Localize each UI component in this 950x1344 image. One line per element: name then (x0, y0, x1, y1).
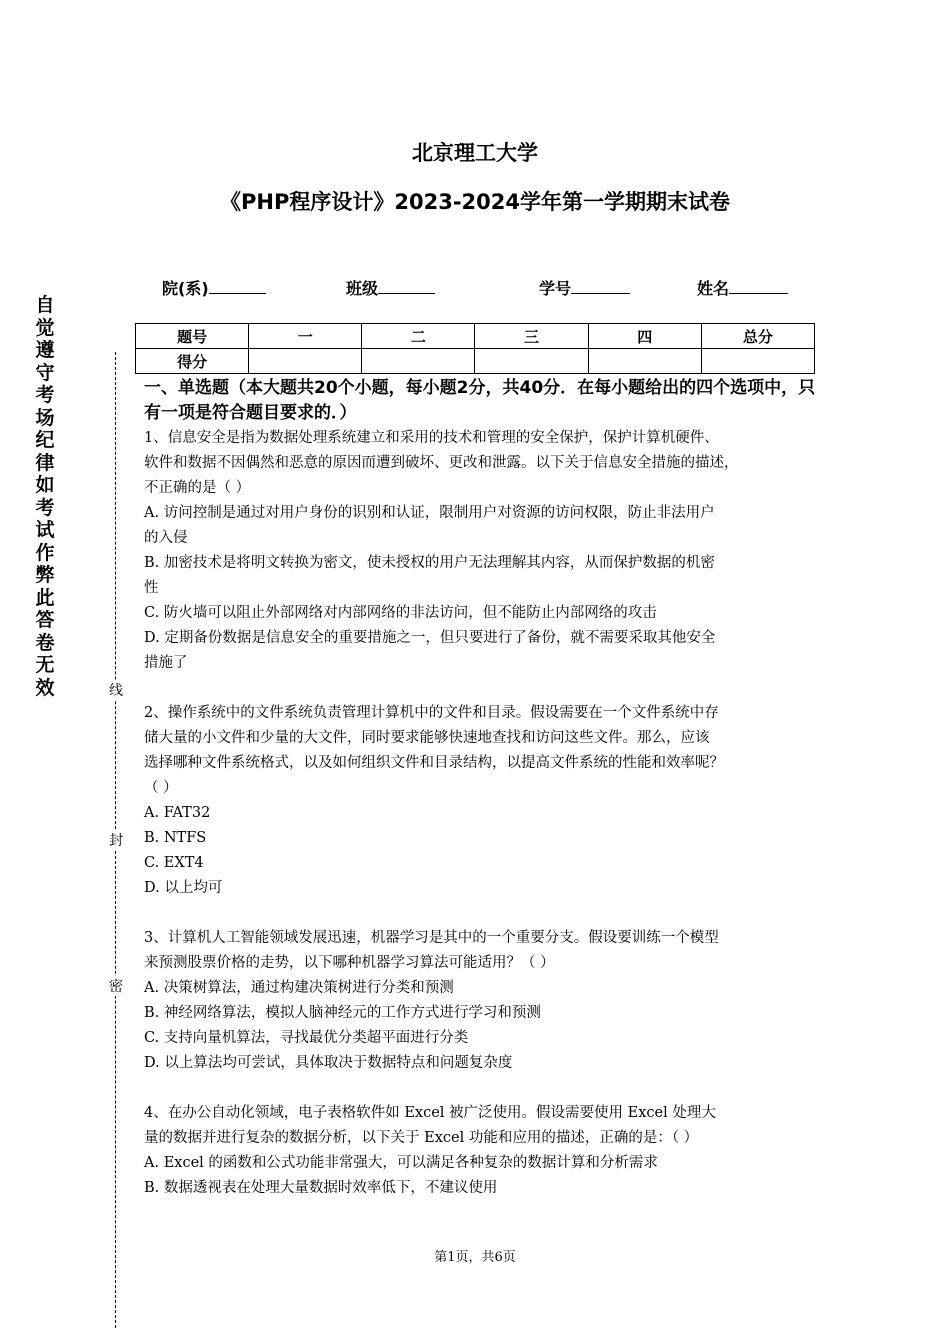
side-mark-secret: 密 (107, 976, 125, 996)
option-line: B. 神经网络算法，模拟人脑神经元的工作方式进行学习和预测 (144, 1005, 541, 1021)
table-cell: 二 (362, 324, 475, 349)
option-line: D. 以上算法均可尝试，具体取决于数据特点和问题复杂度 (144, 1055, 513, 1071)
page-number: 第1页，共6页 (434, 1250, 516, 1265)
option-line: A. FAT32 (144, 805, 211, 821)
table-cell: 三 (475, 324, 588, 349)
info-field-student-id (539, 276, 630, 299)
option-line: A. 决策树算法，通过构建决策树进行分类和预测 (144, 980, 454, 996)
question-stem: 储大量的小文件和少量的大文件，同时要求能够快速地查找和访问这些文件。那么，应该 (144, 730, 710, 746)
score-input-cell[interactable] (475, 349, 588, 374)
fill-blank[interactable] (571, 277, 630, 294)
question-stem: （ ） (144, 780, 178, 796)
question-2 (144, 701, 816, 901)
option-line: B. 数据透视表在处理大量数据时效率低下，不建议使用 (144, 1180, 498, 1196)
option-line: D. 以上均可 (144, 880, 223, 896)
info-field-department (162, 276, 266, 299)
question-stem: 选择哪种文件系统格式，以及如何组织文件和目录结构，以提高文件系统的性能和效率呢？ (144, 755, 724, 771)
info-label: 院(系) (162, 279, 209, 298)
option-line: C. 防火墙可以阻止外部网络对内部网络的非法访问，但不能防止内部网络的攻击 (144, 605, 657, 621)
question-list (144, 426, 816, 1201)
score-input-cell[interactable] (362, 349, 475, 374)
info-field-name (697, 276, 788, 299)
info-label: 学号 (539, 279, 572, 298)
score-input-cell[interactable] (249, 349, 362, 374)
question-1 (144, 426, 816, 676)
option-line: C. EXT4 (144, 855, 204, 871)
info-label: 班级 (346, 279, 379, 298)
score-table (135, 323, 815, 374)
option-line: 的入侵 (144, 530, 188, 546)
side-mark-seal: 封 (107, 830, 125, 850)
option-line: B. 加密技术是将明文转换为密文，使未授权的用户无法理解其内容，从而保护数据的机密 (144, 555, 715, 571)
info-label: 姓名 (697, 279, 730, 298)
option-line: A. Excel 的函数和公式功能非常强大，可以满足各种复杂的数据计算和分析需求 (144, 1155, 658, 1171)
table-cell: 一 (249, 324, 362, 349)
score-input-cell[interactable] (588, 349, 701, 374)
table-header-row (136, 324, 815, 349)
question-stem: 4、在办公自动化领域，电子表格软件如 Excel 被广泛使用。假设需要使用 Excel 处理大 (144, 1105, 716, 1121)
question-stem: 3、计算机人工智能领域发展迅速，机器学习是其中的一个重要分支。假设要训练一个模型 (144, 930, 719, 946)
university-title: 北京理工大学 (412, 141, 538, 165)
score-input-cell[interactable] (701, 349, 814, 374)
question-3 (144, 926, 816, 1076)
side-notice: 自觉遵守考场纪律如考试作弊此答卷无效 (35, 294, 55, 699)
question-stem: 不正确的是（ ） (144, 480, 251, 496)
option-line: 措施了 (144, 655, 188, 671)
question-stem: 软件和数据不因偶然和恶意的原因而遭到破坏、更改和泄露。以下关于信息安全措施的描述， (144, 455, 739, 471)
spacer (144, 676, 816, 701)
side-mark-line: 线 (107, 680, 125, 700)
fill-blank[interactable] (378, 277, 435, 294)
fill-blank[interactable] (209, 277, 266, 294)
question-4 (144, 1101, 816, 1201)
section-heading: 一、单选题（本大题共20个小题，每小题2分，共40分．在每小题给出的四个选项中，只有一项是符合题目要求的．） (144, 378, 816, 423)
table-cell: 总分 (701, 324, 814, 349)
question-stem: 1、信息安全是指为数据处理系统建立和采用的技术和管理的安全保护，保护计算机硬件、 (144, 430, 719, 446)
spacer (144, 1076, 816, 1101)
table-cell: 得分 (136, 349, 249, 374)
table-cell: 四 (588, 324, 701, 349)
option-line: 性 (144, 580, 159, 596)
question-stem: 2、操作系统中的文件系统负责管理计算机中的文件和目录。假设需要在一个文件系统中存 (144, 705, 719, 721)
question-stem: 量的数据并进行复杂的数据分析，以下关于 Excel 功能和应用的描述，正确的是：（ ） (144, 1130, 699, 1146)
spacer (144, 901, 816, 926)
option-line: C. 支持向量机算法，寻找最优分类超平面进行分类 (144, 1030, 469, 1046)
option-line: D. 定期备份数据是信息安全的重要措施之一，但只要进行了备份，就不需要采取其他安全 (144, 630, 716, 646)
option-line: A. 访问控制是通过对用户身份的识别和认证，限制用户对资源的访问权限，防止非法用户 (144, 505, 715, 521)
option-line: B. NTFS (144, 830, 207, 846)
fill-blank[interactable] (729, 277, 788, 294)
info-field-class (346, 276, 435, 299)
table-score-row (136, 349, 815, 374)
table-cell: 题号 (136, 324, 249, 349)
question-stem: 来预测股票价格的走势，以下哪种机器学习算法可能适用？（ ） (144, 955, 555, 971)
exam-title: 《PHP程序设计》2023-2024学年第一学期期末试卷 (220, 190, 730, 214)
